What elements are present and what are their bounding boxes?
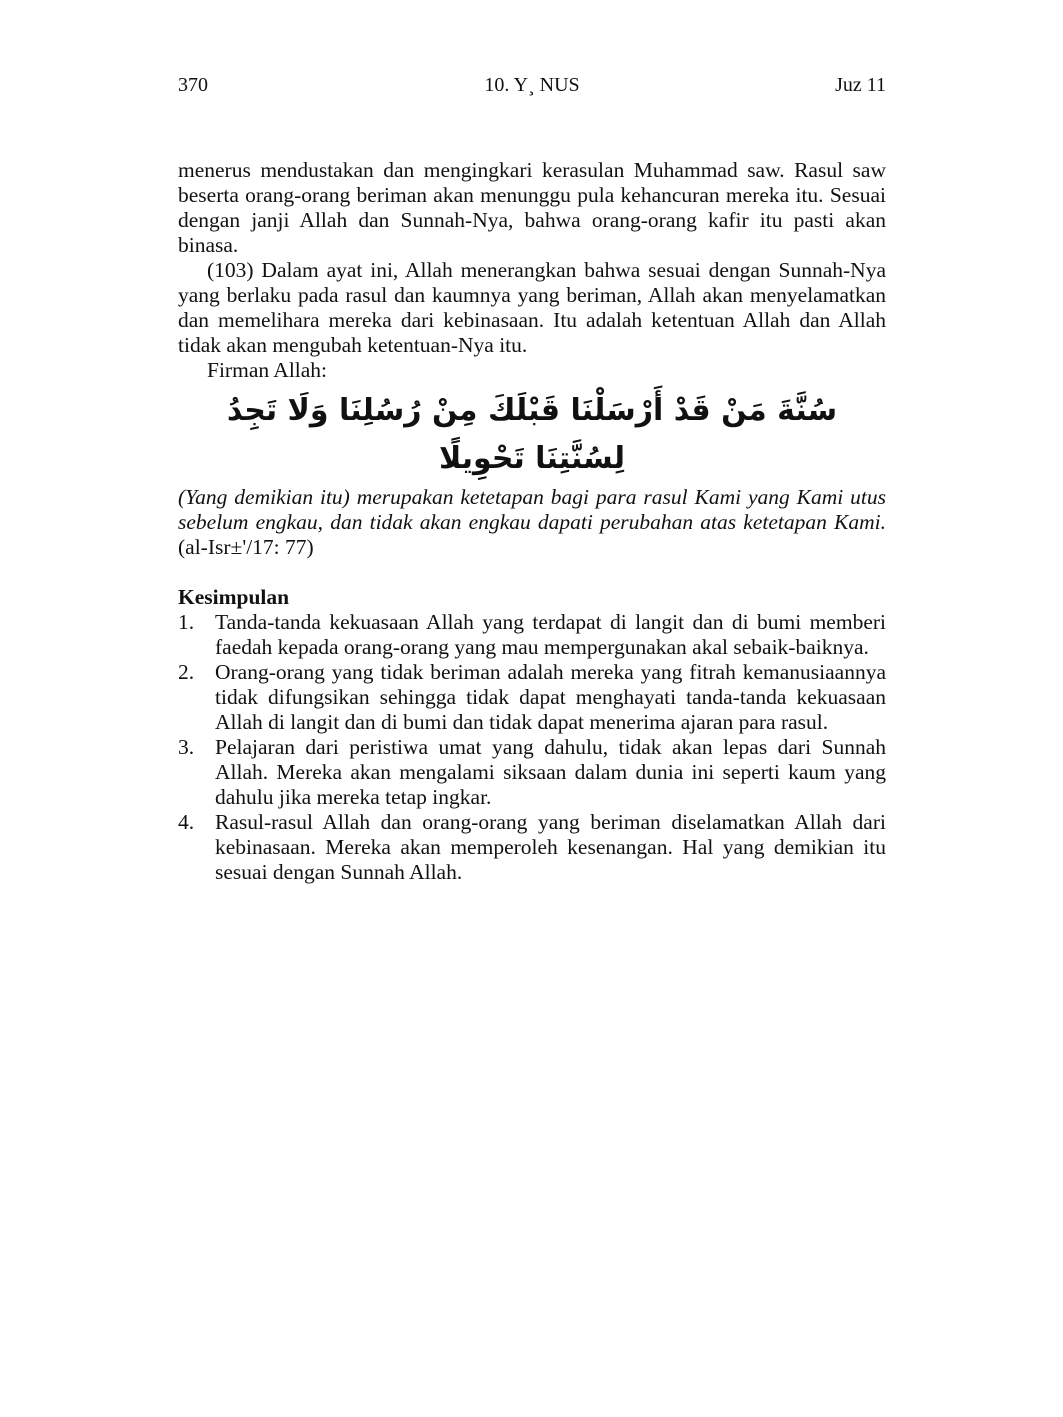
firman-allah-label: Firman Allah:	[207, 358, 328, 382]
list-item-number: 2.	[178, 660, 195, 684]
conclusion-list	[178, 610, 886, 885]
page-header	[178, 74, 886, 102]
arabic-verse: سُنَّةَ مَنْ قَدْ أَرْسَلْنَا قَبْلَكَ مِنْ رُسُلِنَا وَلَا تَجِدُ لِسُنَّتِنَا تَحْوِيلًا	[226, 393, 838, 476]
juz-label: Juz 11	[835, 74, 886, 96]
page-number: 370	[178, 74, 208, 96]
paragraph-verse-103: (103) Dalam ayat ini, Allah menerangkan bahwa sesuai dengan Sunnah-Nya yang berlaku pada rasul dan kaumnya yang beriman, Allah akan menyelamatkan dan memelihara mereka dari kebinasaan. Itu adalah ketentuan Allah dan Allah tidak akan mengubah ketentuan-Nya itu.	[178, 258, 886, 357]
verse-translation	[178, 485, 886, 560]
list-item	[178, 610, 886, 660]
list-item-number: 4.	[178, 810, 195, 834]
list-item-number: 1.	[178, 610, 195, 634]
list-item-text: Tanda-tanda kekuasaan Allah yang terdapat di langit dan di bumi memberi faedah kepada orang-orang yang mau mempergunakan akal sebaik-baiknya.	[215, 610, 886, 659]
translation-text: (Yang demikian itu) merupakan ketetapan bagi para rasul Kami yang Kami utus sebelum engkau, dan tidak akan engkau dapati perubahan atas ketetapan Kami.	[178, 485, 886, 534]
list-item-text: Orang-orang yang tidak beriman adalah mereka yang fitrah kemanusiaannya tidak difungsikan sehingga tidak dapat menghayati tanda-tanda kekuasaan Allah di langit dan di bumi dan tidak dapat menerima ajaran para rasul.	[215, 660, 886, 734]
list-item-text: Pelajaran dari peristiwa umat yang dahulu, tidak akan lepas dari Sunnah Allah. Mereka akan mengalami siksaan dalam dunia ini seperti kaum yang dahulu jika mereka tetap ingkar.	[215, 735, 886, 809]
paragraph-continuation: menerus mendustakan dan mengingkari kerasulan Muhammad saw. Rasul saw beserta orang-orang beriman akan menunggu pula kehancuran mereka itu. Sesuai dengan janji Allah dan Sunnah-Nya, bahwa orang-orang kafir itu pasti akan binasa.	[178, 158, 886, 257]
conclusion-heading: Kesimpulan	[178, 585, 290, 609]
list-item	[178, 810, 886, 885]
chapter-title: 10. Y¸ NUS	[484, 74, 580, 96]
list-item	[178, 735, 886, 810]
list-item-number: 3.	[178, 735, 195, 759]
list-item	[178, 660, 886, 735]
page-body	[178, 158, 886, 885]
list-item-text: Rasul-rasul Allah dan orang-orang yang beriman diselamatkan Allah dari kebinasaan. Mereka akan memperoleh kesenangan. Hal yang demikian itu sesuai dengan Sunnah Allah.	[215, 810, 886, 884]
verse-reference: (al-Isr±'/17: 77)	[178, 535, 314, 559]
